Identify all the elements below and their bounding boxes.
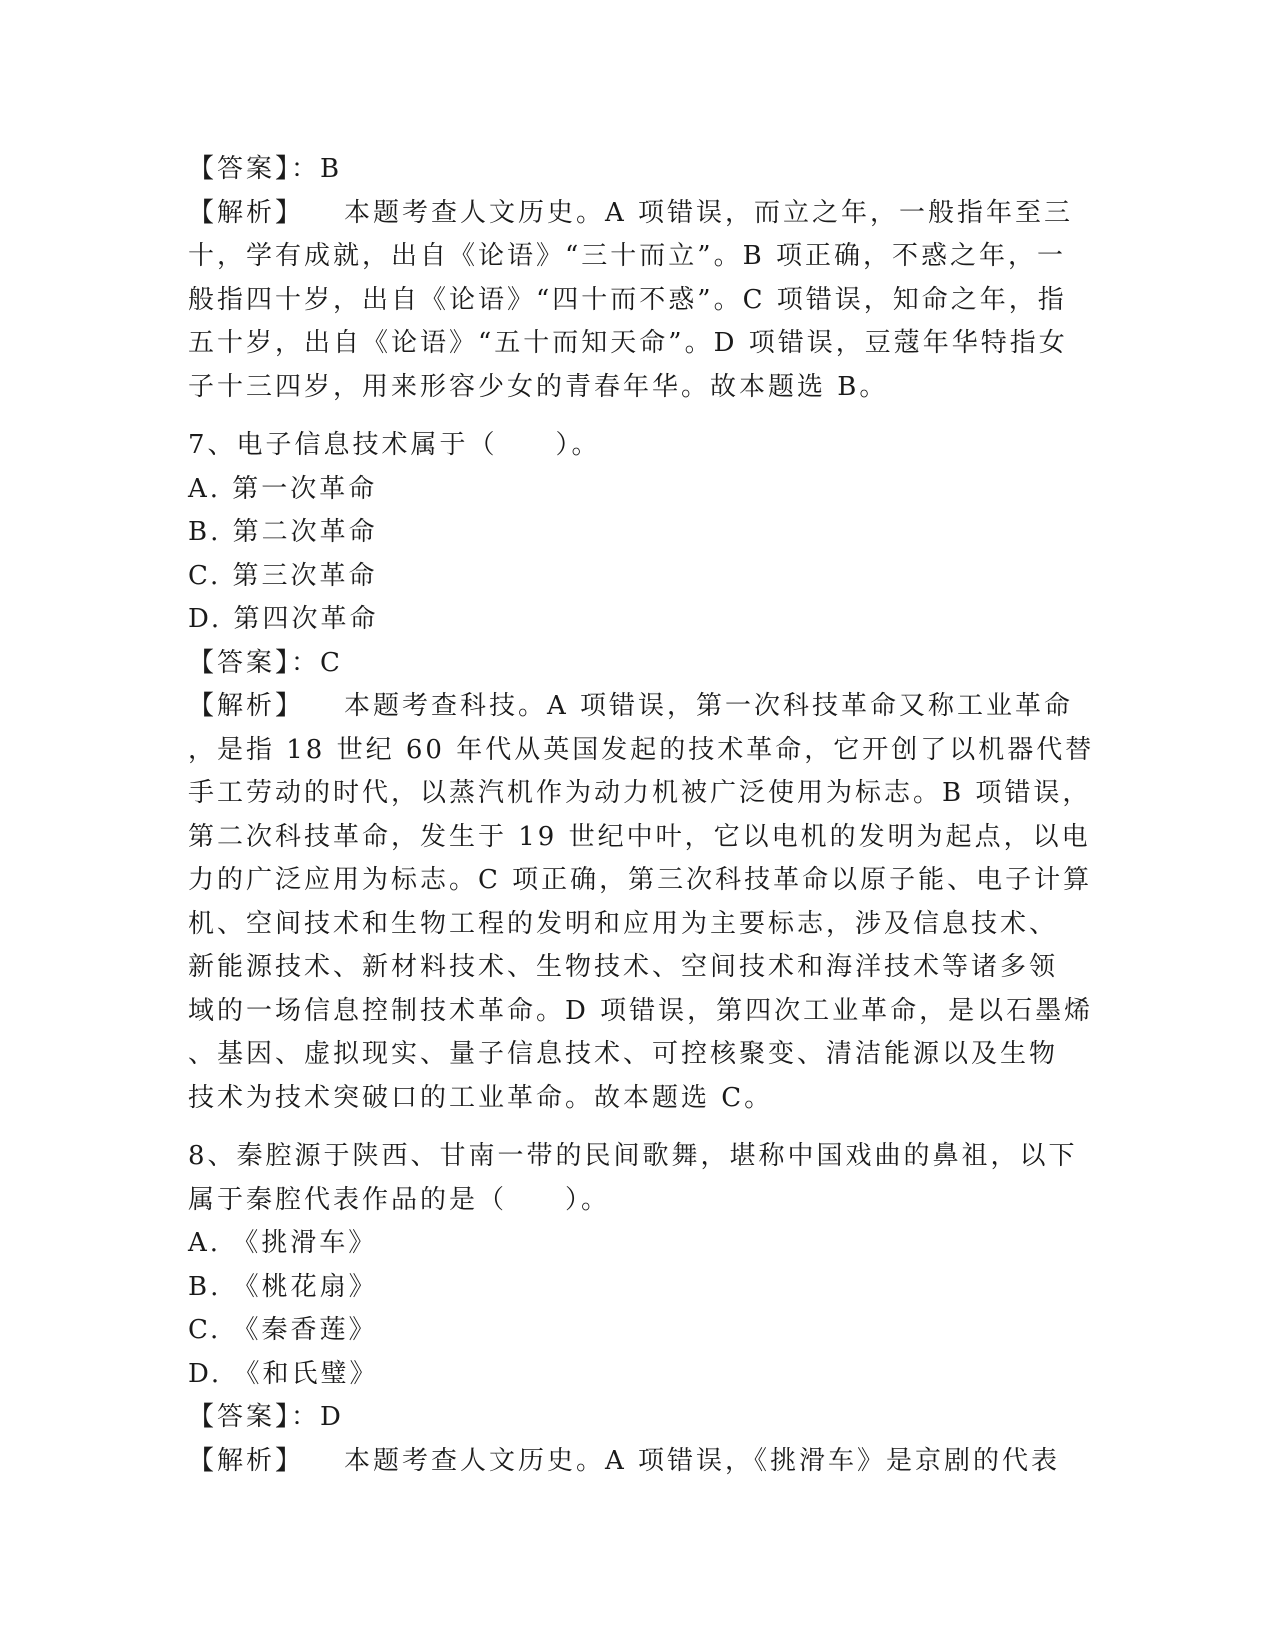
analysis-line (188, 192, 1088, 236)
option-a: A. 《挑滑车》 (188, 1228, 378, 1258)
analysis-text: 本题考查科技。A 项错误，第一次科技革命又称工业革命 (344, 691, 1074, 721)
question-text: 属于秦腔代表作品的是（ ）。 (188, 1184, 611, 1215)
question-7-block (188, 424, 1095, 1120)
analysis-label: 【解析】 (188, 197, 305, 228)
option-d: D. 《和氏璧》 (188, 1358, 379, 1389)
analysis-text: 、基因、虚拟现实、量子信息技术、可控核聚变、清洁能源以及生物 (188, 1039, 1059, 1069)
analysis-text: 本题考查人文历史。A 项错误，而立之年，一般指年至三 (344, 197, 1074, 228)
analysis-text: 子十三四岁，用来形容少女的青春年华。故本题选 B。 (188, 371, 889, 402)
analysis-text: 机、空间技术和生物工程的发明和应用为主要标志，涉及信息技术、 (188, 908, 1059, 939)
analysis-text: 新能源技术、新材料技术、生物技术、空间技术和海洋技术等诸多领 (188, 952, 1059, 982)
answer-line: 【答案】：B (188, 154, 343, 184)
analysis-label: 【解析】 (188, 1445, 305, 1476)
analysis-text: 第二次科技革命，发生于 19 世纪中叶，它以电机的发明为起点，以电 (188, 821, 1091, 852)
analysis-text: 力的广泛应用为标志。C 项正确，第三次科技革命以原子能、电子计算 (188, 865, 1093, 895)
analysis-text: 技术为技术突破口的工业革命。故本题选 C。 (188, 1082, 774, 1113)
question-text: 7、电子信息技术属于（ ）。 (188, 430, 601, 460)
analysis-text: 手工劳动的时代，以蒸汽机作为动力机被广泛使用为标志。B 项错误， (188, 778, 1092, 808)
option-b: B. 《桃花扇》 (188, 1271, 378, 1302)
document-content (188, 148, 1095, 1483)
option-b: B. 第二次革命 (188, 517, 378, 547)
option-c: C. 第三次革命 (188, 560, 378, 591)
analysis-line (188, 685, 1088, 729)
analysis-line (188, 1440, 1088, 1484)
analysis-text: 般指四十岁，出自《论语》“四十而不惑”。C 项错误，知命之年，指 (188, 284, 1067, 315)
analysis-text: 域的一场信息控制技术革命。D 项错误，第四次工业革命，是以石墨烯 (188, 995, 1094, 1026)
prev-answer-block (188, 148, 1088, 409)
analysis-label: 【解析】 (188, 691, 305, 721)
analysis-text: 五十岁，出自《论语》“五十而知天命”。D 项错误，豆蔻年华特指女 (188, 328, 1068, 358)
answer-line: 【答案】：D (188, 1402, 344, 1432)
analysis-text: 十，学有成就，出自《论语》“三十而立”。B 项正确，不惑之年，一 (188, 241, 1066, 271)
analysis-text: ，是指 18 世纪 60 年代从英国发起的技术革命，它开创了以机器代替 (188, 734, 1095, 765)
question-text: 8、秦腔源于陕西、甘南一带的民间歌舞，堪称中国戏曲的鼻祖，以下 (188, 1141, 1078, 1171)
question-8-block (188, 1135, 1088, 1483)
option-d: D. 第四次革命 (188, 604, 379, 634)
answer-line: 【答案】：C (188, 647, 343, 678)
analysis-text: 本题考查人文历史。A 项错误，《挑滑车》是京剧的代表 (344, 1445, 1061, 1476)
option-a: A. 第一次革命 (188, 473, 378, 504)
option-c: C. 《秦香莲》 (188, 1315, 378, 1345)
